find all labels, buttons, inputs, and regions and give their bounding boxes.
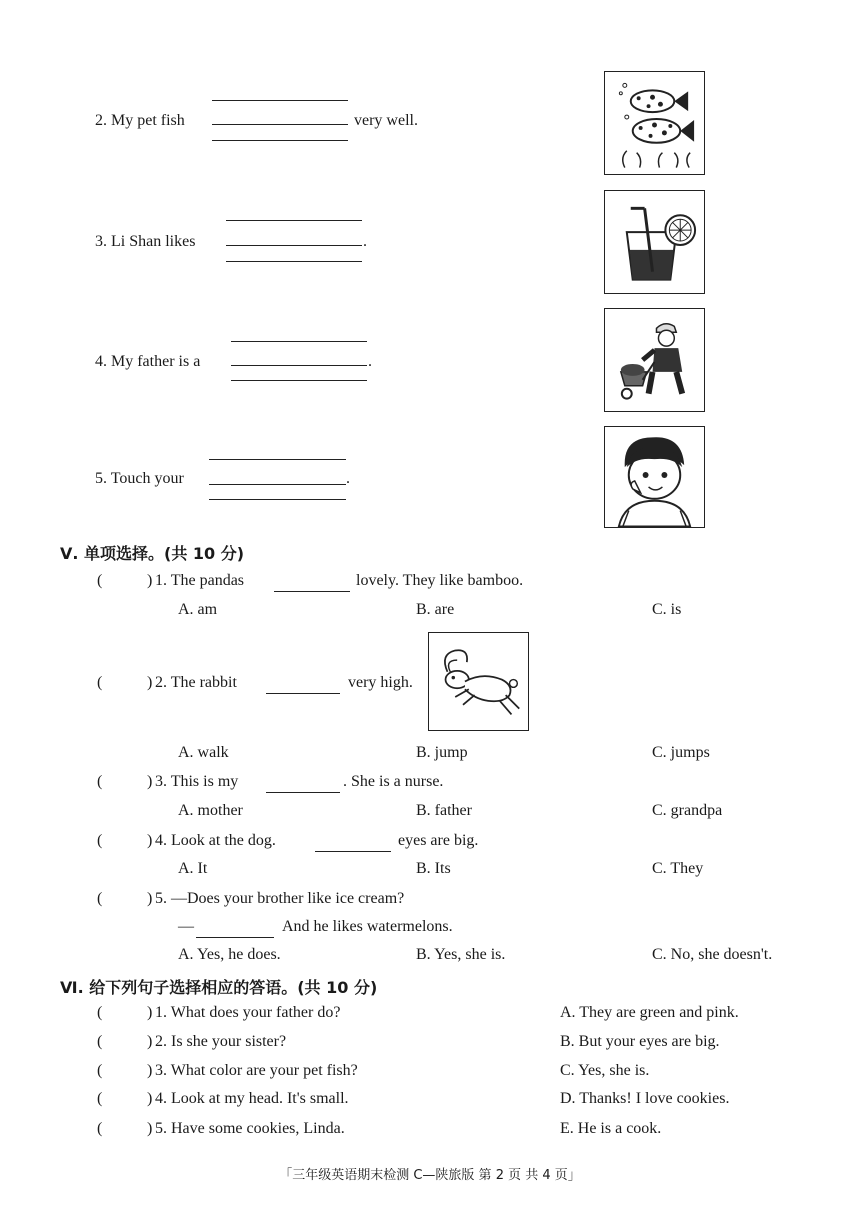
option-a: A. walk [178,744,229,761]
option-c: C. is [652,601,682,618]
fill-item-5-text: 5. Touch your [95,470,184,487]
answer-blank [274,591,350,592]
fish-icon [605,72,704,174]
juice-picture [604,190,705,294]
answer-paren-close: ) [147,1033,153,1050]
option-a: A. am [178,601,218,618]
question-text: 3. This is my [155,773,239,790]
juice-icon [605,191,704,293]
writing-line [231,341,367,342]
question-text-after: eyes are big. [398,832,479,849]
question-text: 1. The pandas [155,572,245,589]
answer-paren-close: ) [147,1004,153,1021]
question-text: 1. What does your father do? [155,1004,341,1021]
worker-picture [604,308,705,412]
writing-line [212,124,348,125]
fill-item-2-after: very well. [354,112,418,129]
question-text: 5. —Does your brother like ice cream? [155,890,405,907]
answer-option: C. Yes, she is. [560,1062,650,1079]
answer-paren-open: ( [97,832,103,849]
answer-paren-open: ( [97,1004,103,1021]
question-text: 2. The rabbit [155,674,237,691]
boy-icon [605,427,704,527]
option-c: C. No, she doesn't. [652,946,773,963]
fill-item-4-text: 4. My father is a [95,353,201,370]
answer-paren-close: ) [147,832,153,849]
page-footer: 「三年级英语期末检测 C—陕旅版 第 2 页 共 4 页」 [279,1168,581,1183]
answer-paren-close: ) [147,674,153,691]
fish-picture [604,71,705,175]
writing-line [209,484,346,485]
answer-paren-open: ( [97,1120,103,1137]
option-b: B. jump [416,744,468,761]
answer-paren-close: ) [147,890,153,907]
question-text-after: And he likes watermelons. [282,918,453,935]
writing-line [212,140,348,141]
answer-paren-open: ( [97,1033,103,1050]
answer-paren-open: ( [97,1062,103,1079]
question-text: 3. What color are your pet fish? [155,1062,358,1079]
writing-line [209,499,346,500]
answer-paren-close: ) [147,572,153,589]
answer-blank [266,693,340,694]
answer-blank [315,851,391,852]
writing-line [226,245,362,246]
rabbit-icon [429,633,528,730]
question-text-after: lovely. They like bamboo. [356,572,524,589]
question-text-after: . She is a nurse. [343,773,444,790]
fill-item-3-after: . [363,233,367,250]
option-b: B. father [416,802,472,819]
rabbit-picture [428,632,529,731]
boy-picture [604,426,705,528]
option-c: C. grandpa [652,802,723,819]
option-a: A. mother [178,802,243,819]
writing-line [226,220,362,221]
answer-paren-open: ( [97,773,103,790]
writing-line [231,380,367,381]
writing-line [212,100,348,101]
option-b: B. are [416,601,455,618]
option-c: C. jumps [652,744,710,761]
fill-item-2-text: 2. My pet fish [95,112,185,129]
writing-line [231,365,367,366]
section-6-title: Ⅵ. 给下列句子选择相应的答语。(共 10 分) [60,978,378,997]
question-text-after: very high. [348,674,413,691]
answer-paren-open: ( [97,572,103,589]
question-text: 2. Is she your sister? [155,1033,287,1050]
writing-line [209,459,346,460]
question-text: 4. Look at the dog. [155,832,276,849]
question-text: 4. Look at my head. It's small. [155,1090,349,1107]
answer-paren-close: ) [147,1090,153,1107]
answer-paren-open: ( [97,890,103,907]
question-text: 5. Have some cookies, Linda. [155,1120,345,1137]
option-a: A. Yes, he does. [178,946,281,963]
answer-option: D. Thanks! I love cookies. [560,1090,730,1107]
section-5-title: Ⅴ. 单项选择。(共 10 分) [60,544,245,563]
fill-item-5-after: . [346,470,350,487]
dash: — [178,918,194,935]
option-c: C. They [652,860,704,877]
answer-paren-open: ( [97,674,103,691]
answer-paren-close: ) [147,1120,153,1137]
writing-line [226,261,362,262]
answer-option: A. They are green and pink. [560,1004,739,1021]
option-a: A. It [178,860,208,877]
answer-blank [266,792,340,793]
answer-option: E. He is a cook. [560,1120,662,1137]
answer-paren-open: ( [97,1090,103,1107]
fill-item-3-text: 3. Li Shan likes [95,233,196,250]
answer-blank [196,937,274,938]
worker-icon [605,309,704,411]
fill-item-4-after: . [368,353,372,370]
option-b: B. Yes, she is. [416,946,506,963]
answer-paren-close: ) [147,1062,153,1079]
option-b: B. Its [416,860,451,877]
answer-paren-close: ) [147,773,153,790]
answer-option: B. But your eyes are big. [560,1033,720,1050]
